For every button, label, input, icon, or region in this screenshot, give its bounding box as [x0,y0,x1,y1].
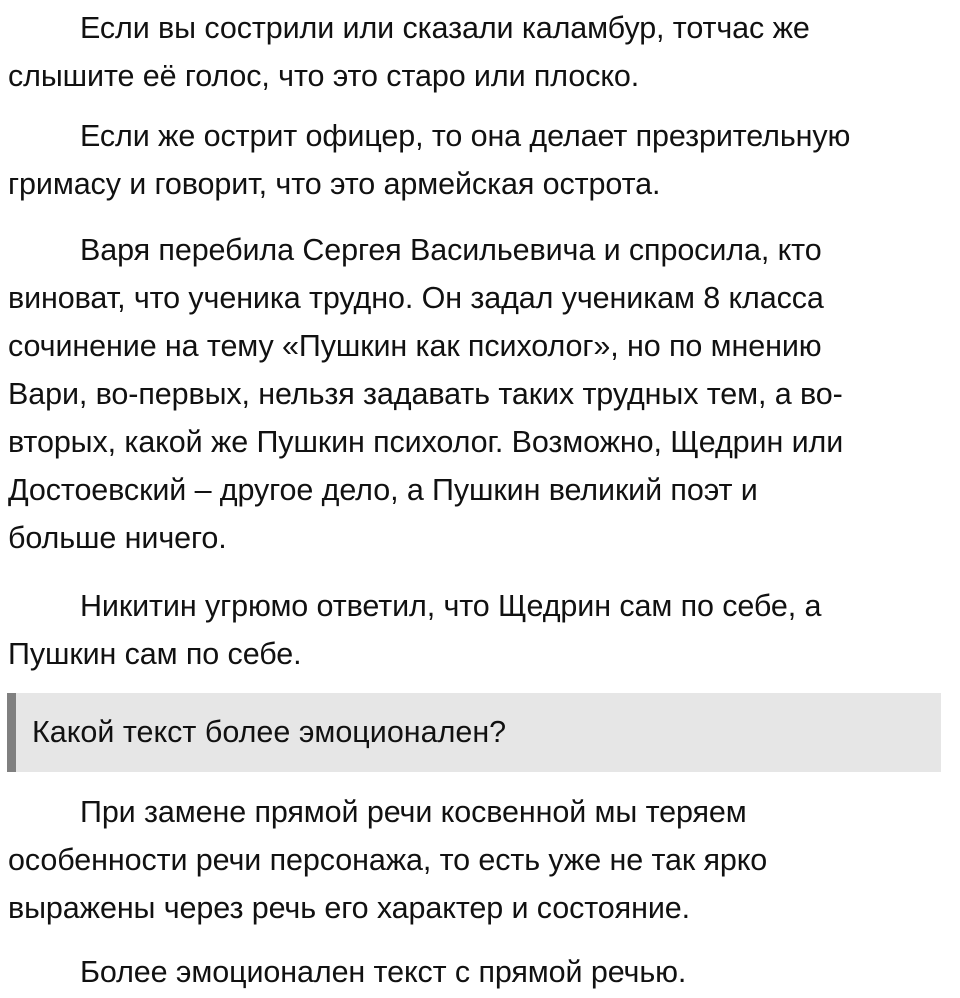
answer-paragraph [8,788,938,932]
paragraph-nikitin [8,582,938,678]
text-line: Более эмоционален текст с прямой речью. [80,955,687,989]
text-line: больше ничего. [8,521,227,555]
paragraph-pun [8,4,938,100]
text-line: Если же острит офицер, то она делает презрительную [80,119,851,153]
question-text: Какой текст более эмоционален? [32,715,507,749]
paragraph-officer [8,112,938,208]
answer-conclusion [8,948,938,996]
paragraph-varya [8,226,938,562]
text-line: гримасу и говорит, что это армейская острота. [8,167,661,201]
text-line: вторых, какой же Пушкин психолог. Возможно, Щедрин или [8,425,844,459]
text-line: Вари, во-первых, нельзя задавать таких трудных тем, а во- [8,377,843,411]
text-line: выражены через речь его характер и состояние. [8,891,690,925]
text-line: виноват, что ученика трудно. Он задал ученикам 8 класса [8,281,824,315]
text-line: Пушкин сам по себе. [8,637,302,671]
text-line: слышите её голос, что это старо или плоско. [8,59,640,93]
text-line: Достоевский – другое дело, а Пушкин великий поэт и [8,473,758,507]
text-line: Если вы сострили или сказали каламбур, тотчас же [80,11,810,45]
question-box [7,693,941,772]
text-line: При замене прямой речи косвенной мы теряем [80,795,747,829]
text-line: Варя перебила Сергея Васильевича и спросила, кто [80,233,822,267]
text-line: Никитин угрюмо ответил, что Щедрин сам по себе, а [80,589,822,623]
text-line: сочинение на тему «Пушкин как психолог», но по мнению [8,329,822,363]
text-line: особенности речи персонажа, то есть уже не так ярко [8,843,768,877]
